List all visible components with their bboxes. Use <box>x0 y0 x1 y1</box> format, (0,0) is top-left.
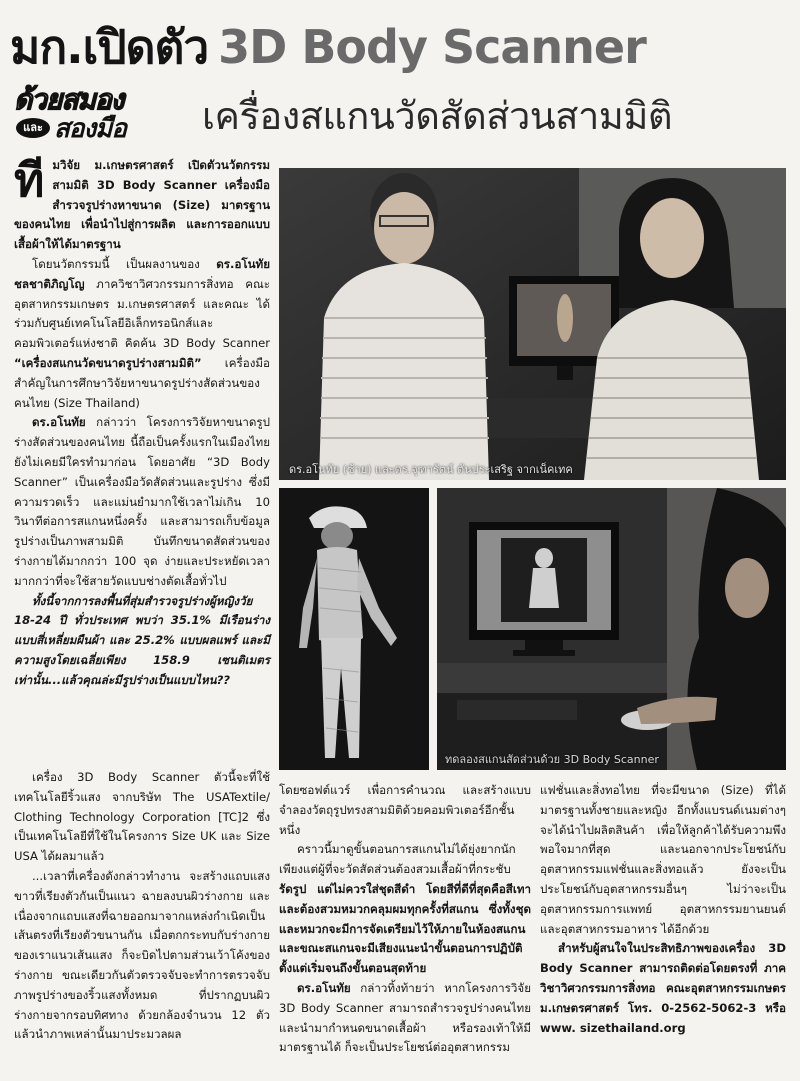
headline <box>10 14 790 80</box>
intro-paragraph <box>14 153 270 255</box>
photo-scanned-subject-image <box>279 488 429 770</box>
caption-scanner: ทดลองสแกนสัดส่วนด้วย 3D Body Scanner <box>445 753 659 766</box>
photo-scanned-subject <box>279 488 429 770</box>
photo-scanner-software-image <box>437 488 786 770</box>
subheadline: เครื่องสแกนวัดสัดส่วนสามมิติ <box>202 94 673 138</box>
left-column-lower <box>14 768 270 1045</box>
column-logo-line2: และ <box>16 118 50 138</box>
middle-column <box>279 781 531 1058</box>
left-column-upper <box>14 153 270 691</box>
paragraph-5-continued: โดยซอฟต์แวร์ เพื่อการคำนวณ และสร้างแบบจำลองวัตถุรูปทรงสามมิติด้วยคอมพิวเตอร์อีกชั้นหนึ่ง <box>279 783 531 837</box>
right-column <box>540 781 786 1038</box>
paragraph-1: โดยนวัตกรรมนี้ เป็นผลงานของ ดร.อโนทัย ชลชาติภิญโญ ภาควิชาวิศวกรรมการสิ่งทอ คณะอุตสาหกรรมเกษตร ม.เกษตรศาสตร์ และคณะ ได้ร่วมกับศูนย์เทคโนโลยีอิเล็กทรอนิกส์และคอมพิวเตอร์แห่งชาติ คิดค้น 3D Body Scanner “เครื่องสแกนวัดขนาดรูปร่างสามมิติ” เครื่องมือสำคัญในการศึกษาวิจัยหาขนาดรูปร่างสัดส่วนของคนไทย (Size Thailand) <box>14 256 270 410</box>
column-logo-line3: สองมือ <box>54 114 126 144</box>
dropcap: ที <box>14 153 45 207</box>
paragraph-5: ...เวลาที่เครื่องดังกล่าวทำงาน จะสร้างแถบแสงขาวที่เรียงตัวกันเป็นแนว ฉายลงบนผิวร่างกาย และเนื่องจากแถบแสงที่ฉายออกมาจากแหล่งกำเนิดเป็นเส้นตรงที่เรียงตัวขนานกัน เมื่อตกกระทบกับร่างกายของเราแนวเส้นแสง ก็จะบิดไปตามส่วนเว้าโค้งของร่างกาย ขณะเดียวกันตัวตรวจจับจะทำการตรวจจับภาพรูปร่างของริ้วแสงทั้งหมด ที่ปรากฏบนผิวร่างกายจากรอบทิศทาง ด้วยกล้องจำนวน 12 ตัว แล้วนำภาพเหล่านั้นมาประมวลผล <box>14 868 270 1042</box>
contact-paragraph: สำหรับผู้สนใจในประสิทธิภาพของเครื่อง 3D Body Scanner สามารถติดต่อโดยตรงที่ ภาควิชาวิศวกรรมการสิ่งทอ คณะอุตสาหกรรมเกษตร ม.เกษตรศาสตร์ โทร. 0-2562-5062-3 หรือ www. sizethailand.org <box>540 941 786 1035</box>
paragraph-7: ดร.อโนทัย กล่าวทิ้งท้ายว่า หากโครงการวิจัย 3D Body Scanner สามารถสำรวจรูปร่างคนไทย และนำมากำหนดขนาดเสื้อผ้า หรือรองเท้าให้มีมาตรฐานได้ ก็จะเป็นประโยชน์ต่ออุตสาหกรรม <box>279 980 531 1055</box>
paragraph-6: คราวนี้มาดูขั้นตอนการสแกนไม่ได้ยุ่งยากนัก เพียงแต่ผู้ที่จะวัดสัดส่วนต้องสวมเสื้อผ้าที่กระชับ <box>279 842 516 877</box>
headline-thai: มก.เปิดตัว <box>10 20 209 74</box>
paragraph-2: ดร.อโนทัย กล่าวว่า โครงการวิจัยหาขนาดรูปร่างสัดส่วนของคนไทย นี้ถือเป็นครั้งแรกในเมืองไทยยังไม่เคยมีใครทำมาก่อน โดยอาศัย “3D Body Scanner” เป็นเครื่องมือวัดสัดส่วนและรูปร่าง ซึ่งมีความรวดเร็ว และแม่นยำมากใช้เวลาไม่เกิน 10 วินาทีต่อการสแกนหนึ่งครั้ง และสามารถเก็บข้อมูลรูปร่างเป็นภาพสามมิติ บันทึกขนาดสัดส่วนของร่างกายได้มากกว่า 100 จุด ง่ายและประหยัดเวลามากกว่าที่จะใช้สายวัดแบบช่างตัดเสื้อทั่วไป <box>14 415 270 588</box>
headline-english: 3D Body Scanner <box>218 20 646 74</box>
contact-url: www. sizethailand.org <box>540 1020 686 1035</box>
paragraph-8: แฟชั่นและสิ่งทอไทย ที่จะมีขนาด (Size) ที่ได้มาตรฐานทั้งชายและหญิง อีกทั้งแบรนด์เนมต่างๆ จะได้นำไปผลิตสินค้า เพื่อให้ลูกค้าได้รับความพึงพอใจมากที่สุด และนอกจากประโยชน์กับอุตสาหกรรมแฟชั่นและสิ่งทอแล้ว ยังจะเป็นประโยชน์กับอุตสาหกรรมอื่นๆ ไม่ว่าจะเป็นอุตสาหกรรมการแพทย์ อุตสาหกรรมยานยนต์ และอุตสาหกรรมอาหาร ได้อีกด้วย <box>540 783 786 936</box>
intro-text: มวิจัย ม.เกษตรศาสตร์ เปิดตัวนวัตกรรมสามมิติ 3D Body Scanner เครื่องมือสำรวจรูปร่างหาขนาด (Size) มาตรฐานของคนไทย เพื่อนำไปสู่การผลิต และการออกแบบเสื้อผ้าให้ได้มาตรฐาน <box>14 158 270 252</box>
photo-researchers-image <box>279 168 786 480</box>
paragraph-3-stats: ทั้งนี้จากการลงพื้นที่สุ่มสำรวจรูปร่างผู้หญิงวัย 18-24 ปี ทั่วประเทศ พบว่า 35.1% มีเรือนร่างแบบสี่เหลี่ยมผืนผ้า และ 25.2% แบบผลแพร์ และมีความสูงโดยเฉลี่ยเพียง 158.9 เซนติเมตร เท่านั้น...แล้วคุณล่ะมีรูปร่างเป็นแบบไหน?? <box>14 593 270 687</box>
column-logo-line1: ด้วยสมอง <box>14 83 124 116</box>
caption-researchers: ดร.อโนทัย (ซ้าย) และดร.จุฑารัตน์ ตันประเสริฐ จากเน็คเทค <box>289 463 573 476</box>
paragraph-4: เครื่อง 3D Body Scanner ตัวนี้จะที่ใช้เทคโนโลยีริ้วแสง จากบริษัท The USATextile/ Clothing Technology Corporation [TC]2 ซึ่งเป็นเทคโนโลยีที่ใช้ในโครงการ Size UK และ Size USA ได้ผลมาแล้ว <box>14 770 270 864</box>
photo-researchers <box>279 168 786 480</box>
column-logo <box>14 84 182 146</box>
paragraph-6-continued: รัดรูป แต่ไม่ควรใส่ชุดสีดำ โดยสีที่ดีที่สุดคือสีเทา และต้องสวมหมวกคลุมผมทุกครั้งที่สแกน ซึ่งทั้งชุดและหมวกจะมีการจัดเตรียมไว้ให้ภายในห้องสแกน และขณะสแกนจะมีเสียงแนะนำขั้นตอนการปฏิบัติ ตั้งแต่เริ่มจนถึงขั้นตอนสุดท้าย <box>279 881 531 976</box>
photo-scanner-software <box>437 488 786 770</box>
